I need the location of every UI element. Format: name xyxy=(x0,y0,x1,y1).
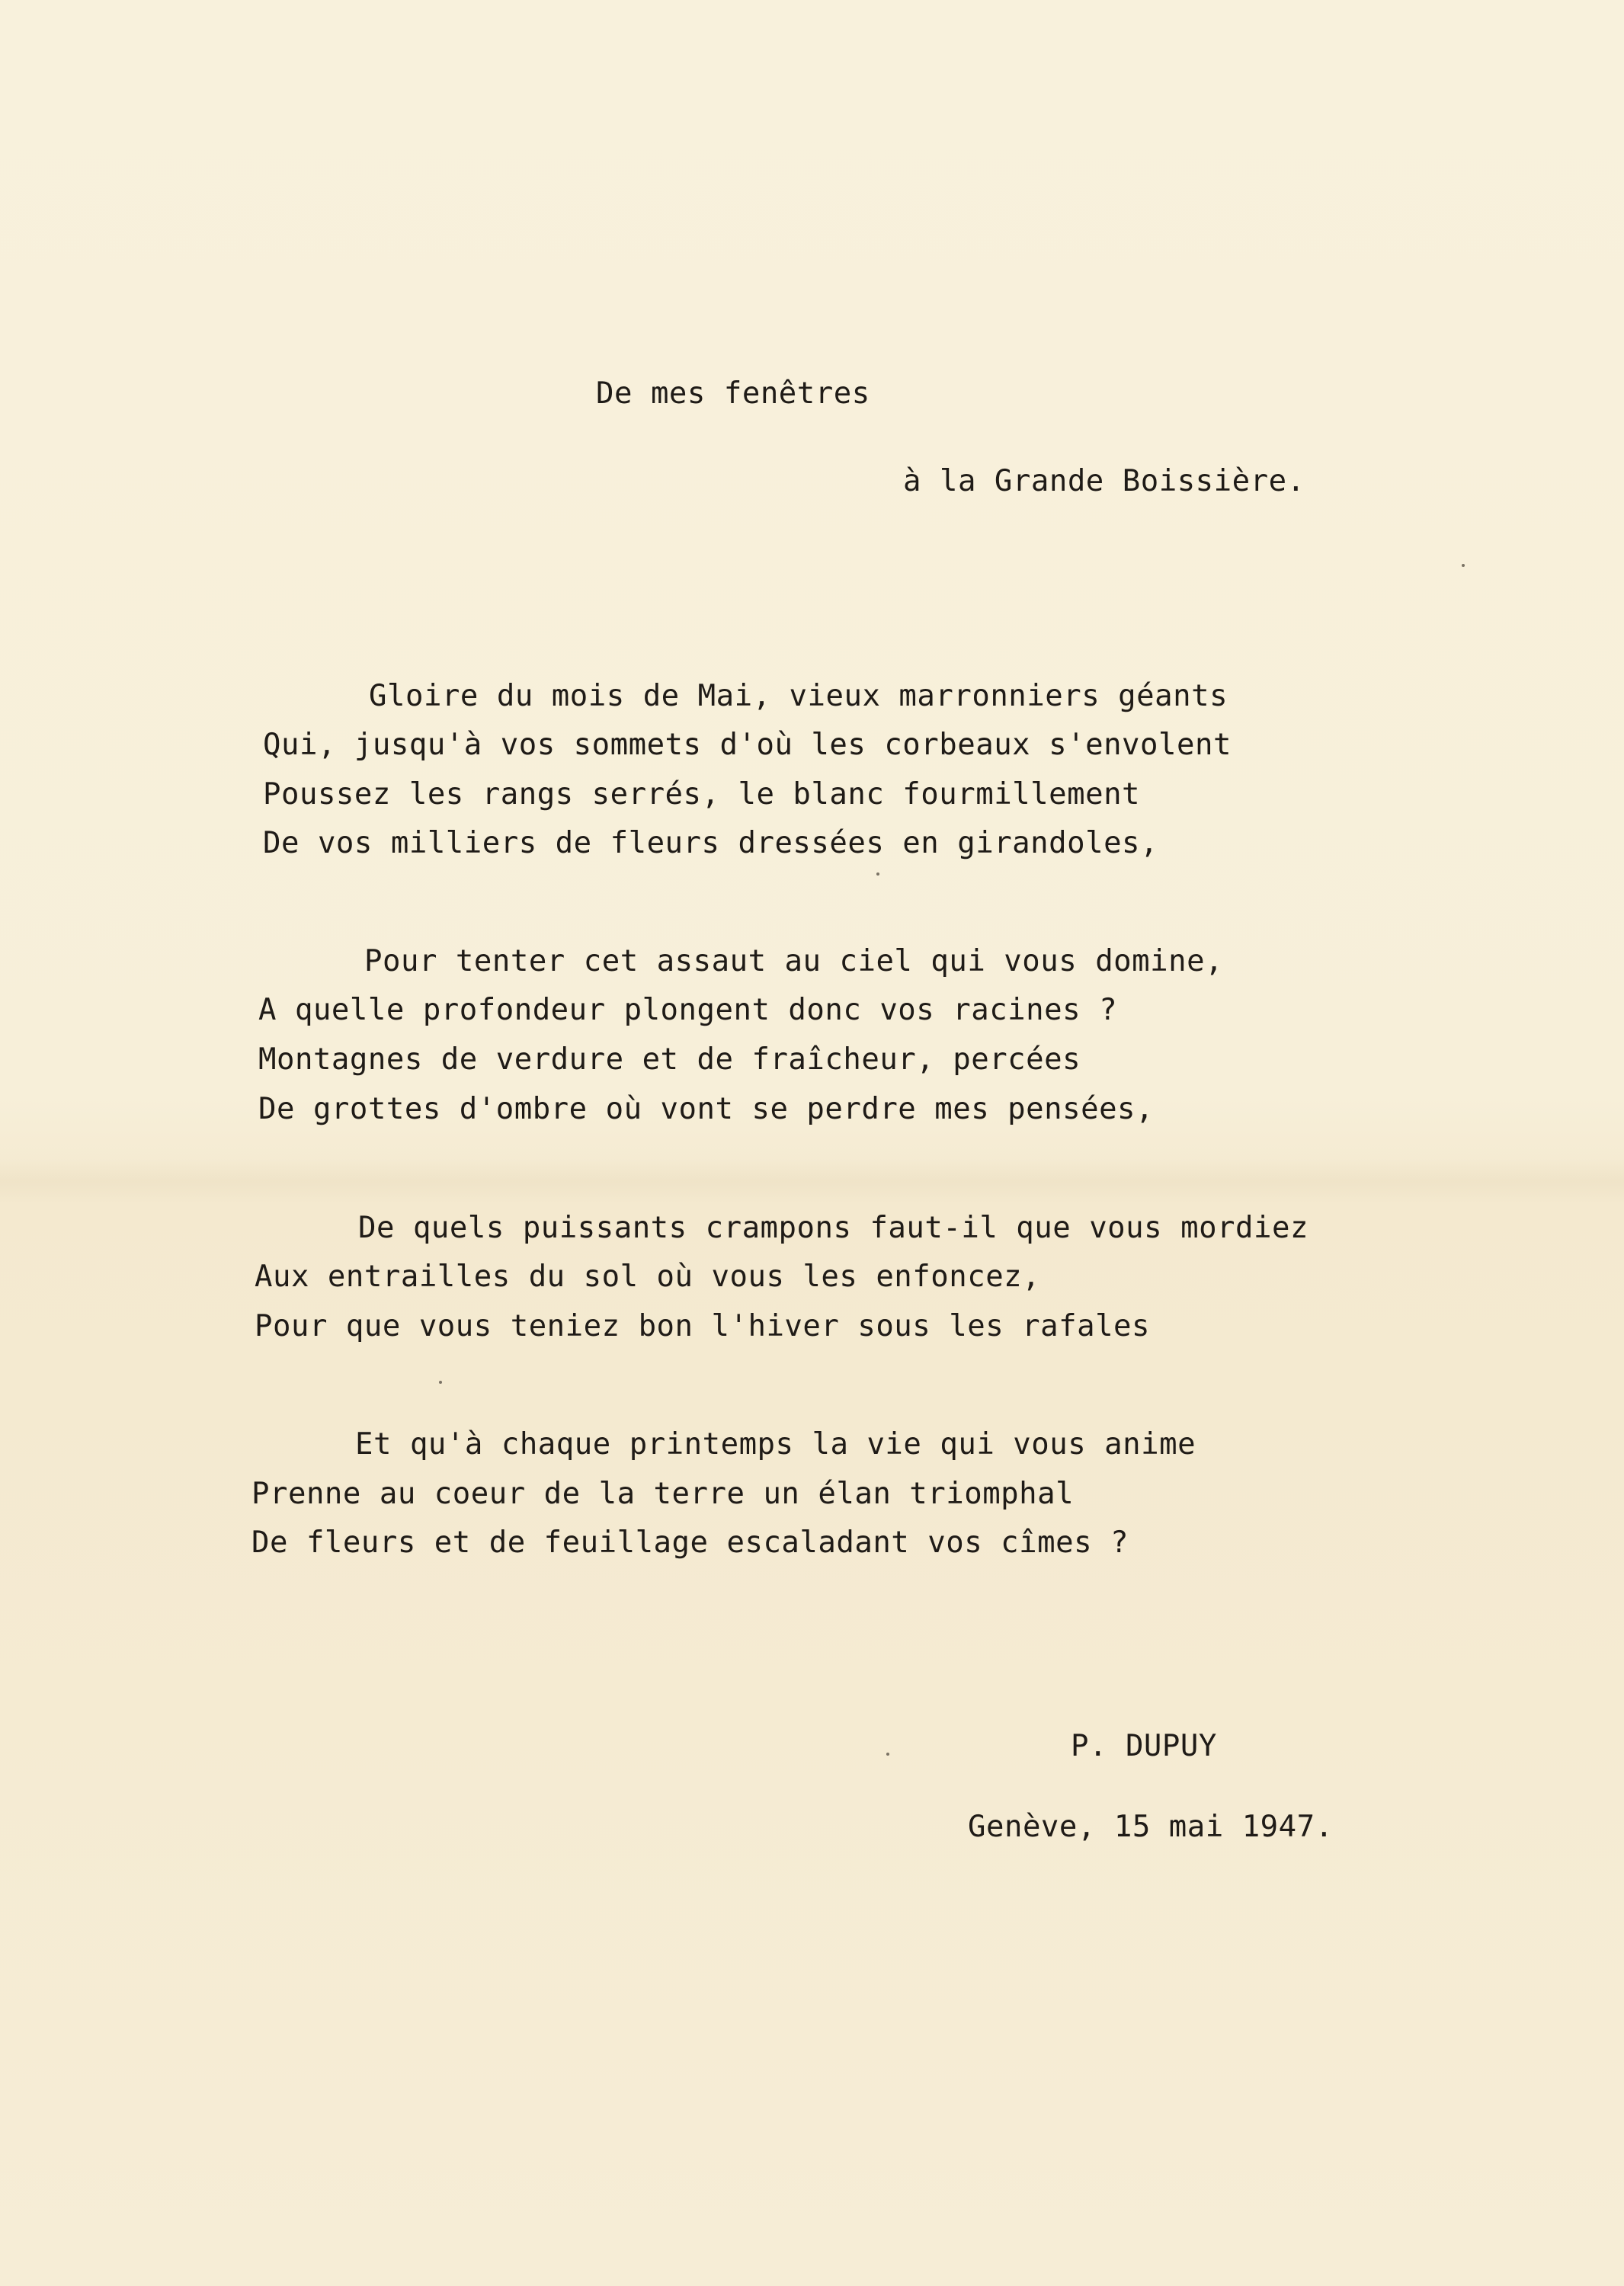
paper-speck xyxy=(439,1381,442,1384)
paper-speck xyxy=(1462,564,1465,567)
stanza-1-line-1: Gloire du mois de Mai, vieux marronniers géants xyxy=(369,679,1228,713)
stanza-2-line-2: A quelle profondeur plongent donc vos racines ? xyxy=(258,993,1118,1027)
poem-subtitle: à la Grande Boissière. xyxy=(903,464,1305,498)
stanza-4-line-3: De fleurs et de feuillage escaladant vos cîmes ? xyxy=(251,1526,1129,1560)
stanza-2-line-3: Montagnes de verdure et de fraîcheur, percées xyxy=(258,1042,1081,1077)
stanza-2-line-1: Pour tenter cet assaut au ciel qui vous domine, xyxy=(364,944,1224,978)
stanza-1-line-3: Poussez les rangs serrés, le blanc fourmillement xyxy=(263,777,1141,812)
stanza-4-line-1: Et qu'à chaque printemps la vie qui vous anime xyxy=(355,1427,1196,1462)
author-signature: P. DUPUY xyxy=(1071,1729,1217,1763)
stanza-3-line-3: Pour que vous teniez bon l'hiver sous les rafales xyxy=(255,1309,1151,1343)
stanza-3-line-1: De quels puissants crampons faut-il que vous mordiez xyxy=(358,1211,1308,1245)
stanza-1-line-4: De vos milliers de fleurs dressées en girandoles, xyxy=(263,826,1159,860)
stanza-2-line-4: De grottes d'ombre où vont se perdre mes pensées, xyxy=(258,1092,1155,1126)
stanza-4-line-2: Prenne au coeur de la terre un élan triomphal xyxy=(251,1477,1075,1511)
poem-title: De mes fenêtres xyxy=(596,376,870,411)
paper-speck xyxy=(886,1753,889,1756)
stanza-1-line-2: Qui, jusqu'à vos sommets d'où les corbeaux s'envolent xyxy=(263,728,1232,762)
paper-speck xyxy=(876,872,879,876)
stanza-3-line-2: Aux entrailles du sol où vous les enfoncez, xyxy=(255,1260,1041,1294)
paper-fold xyxy=(0,1158,1624,1204)
place-date: Genève, 15 mai 1947. xyxy=(968,1810,1334,1844)
